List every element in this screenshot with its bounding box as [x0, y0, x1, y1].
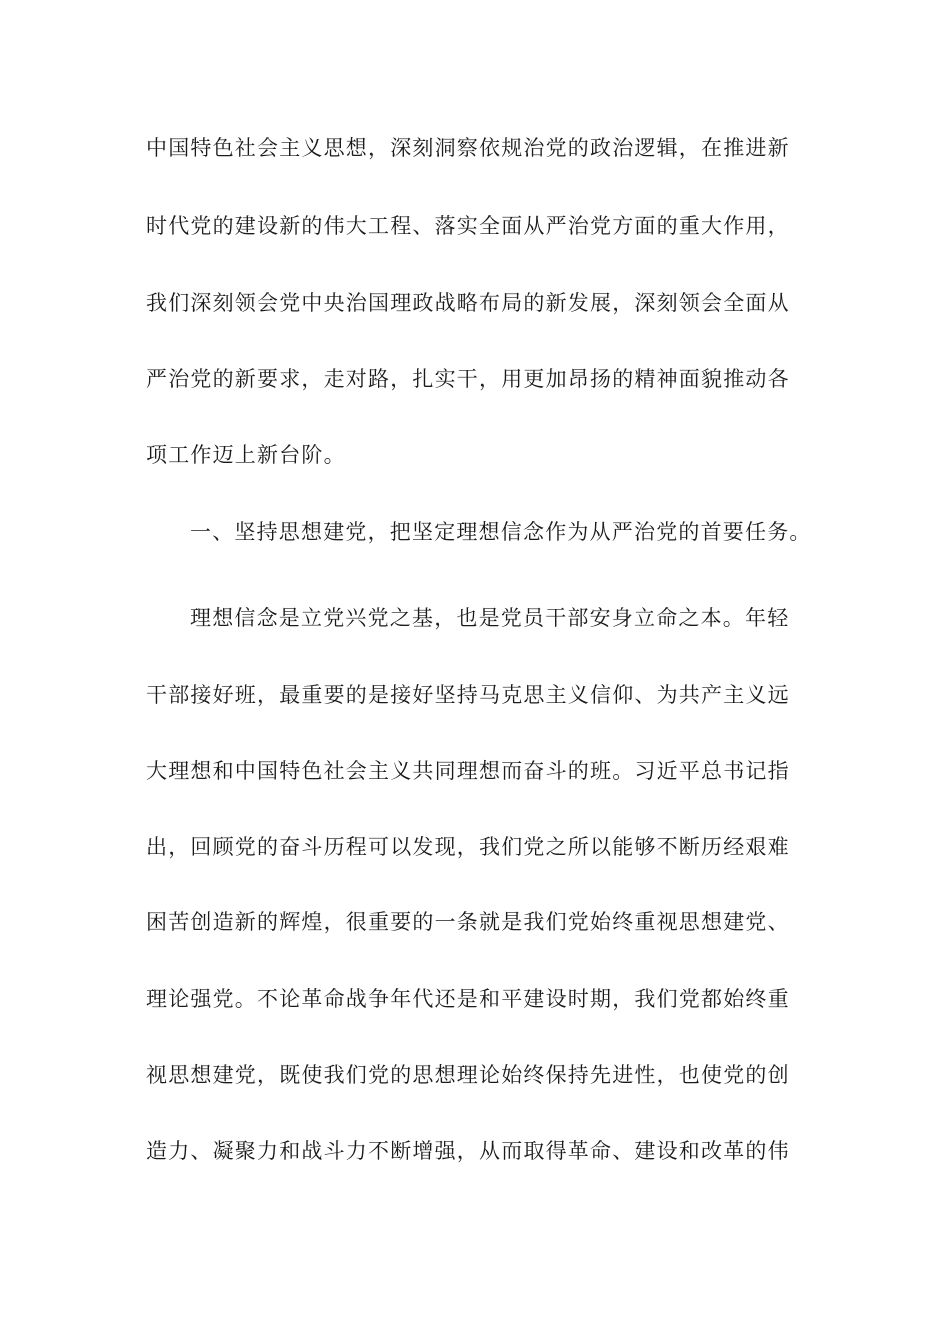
text-line: 出，回顾党的奋斗历程可以发现，我们党之所以能够不断历经艰难: [146, 835, 790, 859]
text-line: 造力、凝聚力和战斗力不断增强，从而取得革命、建设和改革的伟: [146, 1139, 790, 1163]
text-line: 时代党的建设新的伟大工程、落实全面从严治党方面的重大作用，: [146, 214, 790, 238]
text-line: 我们深刻领会党中央治国理政战略布局的新发展，深刻领会全面从: [146, 291, 790, 315]
text-line: 理论强党。不论革命战争年代还是和平建设时期，我们党都始终重: [146, 987, 790, 1011]
text-line: 项工作迈上新台阶。: [146, 443, 346, 467]
text-line: 中国特色社会主义思想，深刻洞察依规治党的政治逻辑，在推进新: [146, 136, 790, 160]
text-line: 困苦创造新的辉煌，很重要的一条就是我们党始终重视思想建党、: [146, 910, 790, 934]
text-line: 理想信念是立党兴党之基，也是党员干部安身立命之本。年轻: [190, 606, 790, 630]
text-line: 干部接好班，最重要的是接好坚持马克思主义信仰、为共产主义远: [146, 683, 790, 707]
text-line: 严治党的新要求，走对路，扎实干，用更加昂扬的精神面貌推动各: [146, 367, 790, 391]
text-line: 视思想建党，既使我们党的思想理论始终保持先进性，也使党的创: [146, 1063, 790, 1087]
text-line: 大理想和中国特色社会主义共同理想而奋斗的班。习近平总书记指: [146, 759, 790, 783]
section-heading: 一、坚持思想建党，把坚定理想信念作为从严治党的首要任务。: [190, 520, 812, 544]
